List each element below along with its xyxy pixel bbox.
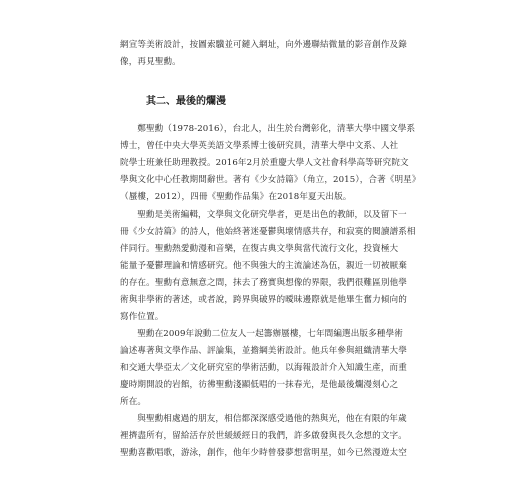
text-line: （蜃樓，2012），四冊《聖勳作品集》在2018年夏天出版。: [120, 192, 352, 202]
text-line: 和交通大學亞太／文化研究室的學術活動，以海報設計介入知識生產，而重: [120, 363, 407, 373]
paragraph-biography: [120, 121, 422, 206]
text-line: 與聖勳相處過的朋友，相信都深深感受過他的熱與光，他在有限的年歲: [137, 414, 407, 424]
text-line: 網宣等美術設計，按圖索驥並可鏈入網址，向外邊聯結微量的影音創作及錄: [120, 40, 407, 50]
document-page: [120, 0, 422, 500]
text-line: 聖勳喜歡唱歌，游泳，創作，他年少時曾發夢想當明星，如今已然漫遊太空: [120, 448, 407, 458]
text-line: 冊《少女詩篇》的詩人，他始終著迷憂鬱與壞情感共存，和寂寞的閱讀譜系相: [120, 227, 416, 237]
text-line: 鄭聖勳（1978-2016），台北人，出生於台灣彰化，清華大學中國文學系: [137, 124, 416, 134]
intro-paragraph: [120, 37, 422, 71]
paragraph-friends: [120, 411, 422, 462]
paragraph-publishing: [120, 326, 422, 411]
text-line: 能量予憂鬱理論和情感研究。他不與強大的主流論述為伍，親近一切被厭棄: [120, 261, 407, 271]
text-line: 聖勳在2009年說動二位友人一起籌辦蜃樓，七年間編選出版多種學術: [137, 329, 403, 339]
text-line: 論述專著與文學作品、評論集，並擔綱美術設計。他兵年參與組織清華大學: [120, 346, 407, 356]
text-line: 博士，曾任中央大學英美語文學系博士後研究員，清華大學中文系、人社: [120, 141, 399, 151]
text-line: 裡擠盡所有，留給活存於世緩緩經日的我們，許多啟發與長久念想的文字。: [120, 431, 407, 441]
text-line: 慶時期開設的岩館，彷彿聖勳淺顯低唱的一抹春光，是他最後爛漫刻心之: [120, 380, 399, 390]
text-line: 所在。: [120, 397, 147, 407]
text-line: 聖勳是美術編輯，文學與文化研究學者，更是出色的教師，以及留下一: [137, 210, 407, 220]
text-line: 伴同行。聖勳熱愛動漫和音樂，在復古典文學與當代流行文化，投資極大: [120, 244, 399, 254]
text-line: 寫作位置。: [120, 312, 164, 322]
text-line: 院學士班兼任助理教授。2016年2月於重慶大學人文社會科學高等研究院文: [120, 158, 409, 168]
text-line: 的存在。聖勳有意無意之間，抹去了務實與想像的界限，我們很難區別他學: [120, 278, 407, 288]
text-line: 學與文化中心任教期間辭世。著有《少女詩篇》（角立，2015），合著《明星》: [120, 175, 421, 185]
section-heading: 其二、最後的爛漫: [146, 96, 226, 107]
text-line: 像，再見聖勳。: [120, 57, 181, 67]
paragraph-portrait: [120, 207, 422, 326]
text-line: 術與非學術的著述，或者說，跨界與破界的曖昧邊際就是他畢生奮力傾向的: [120, 295, 407, 305]
